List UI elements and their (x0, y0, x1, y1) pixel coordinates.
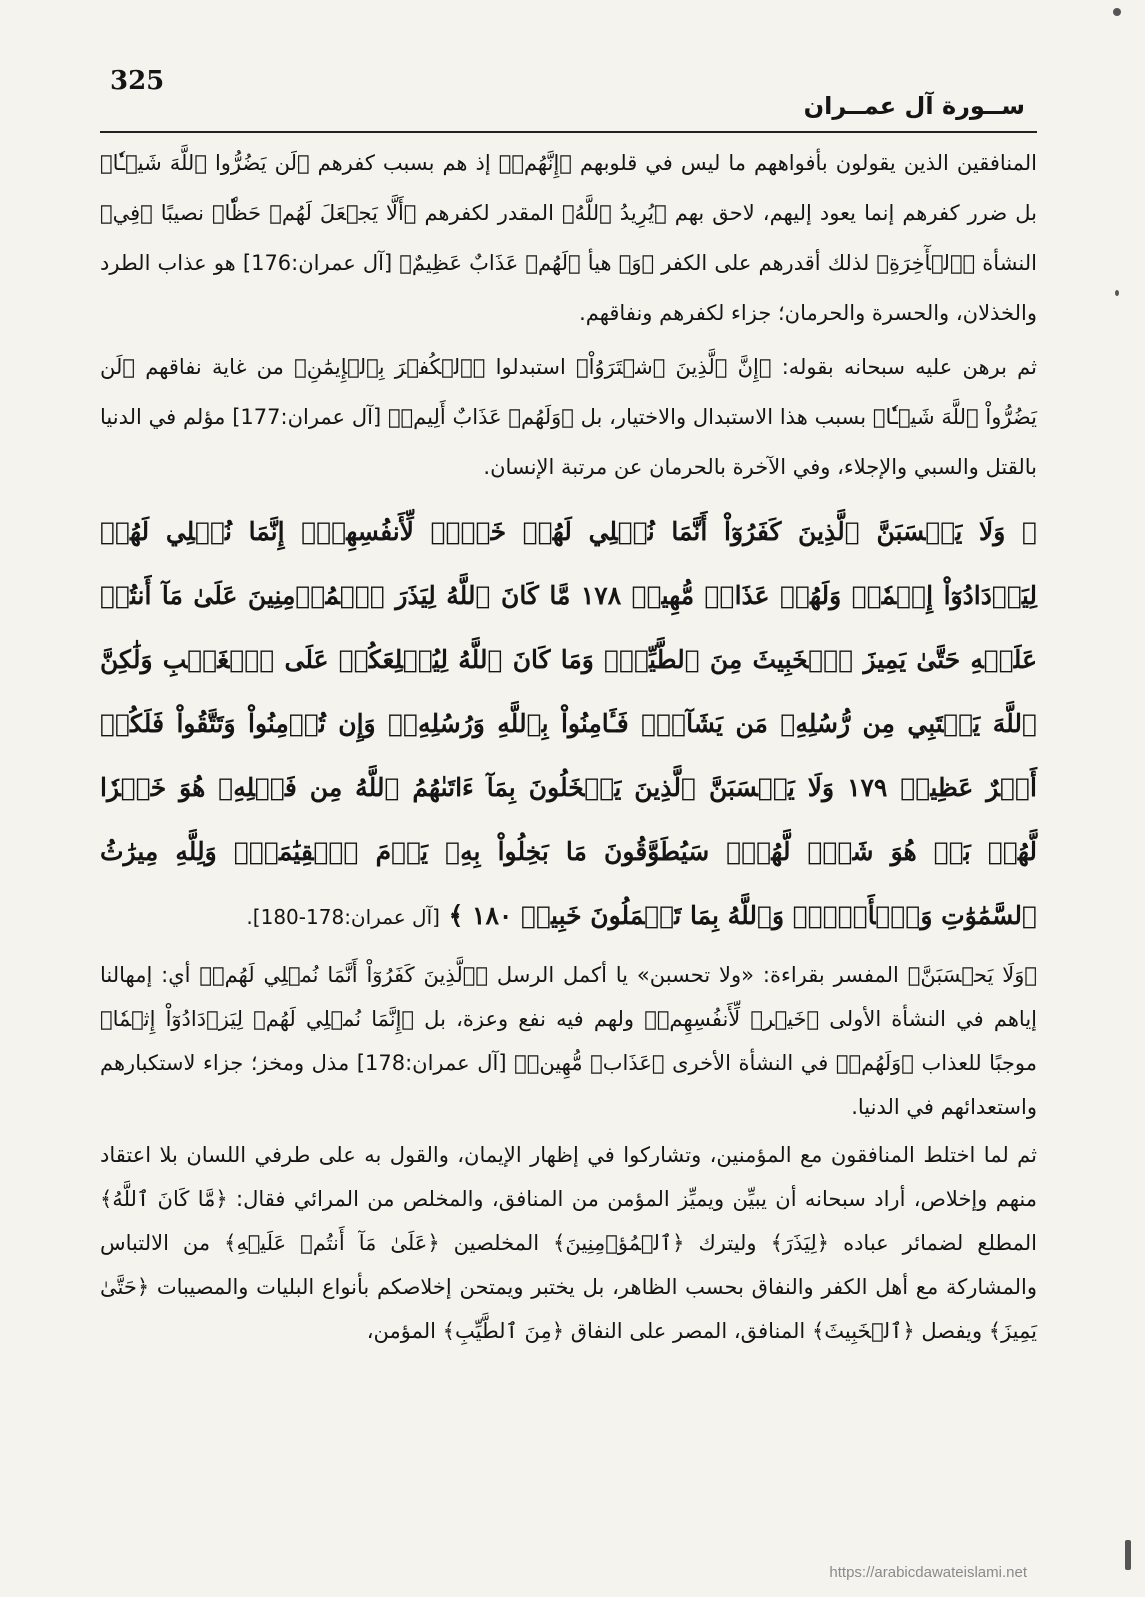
paragraph-2: ثم برهن عليه سبحانه بقوله: ﴿إِنَّ ٱلَّذِينَ ٱشۡتَرَوُاْ﴾ استبدلوا ﴿ٱلۡكُفۡرَ بِٱلۡإِيمَٰنِ﴾ من غاية نفاقهم ﴿لَن يَضُرُّواْ ٱللَّهَ شَيۡـٔٗا﴾ بسبب هذا الاستبدال والاختيار، بل ﴿وَلَهُمۡ عَذَابٌ أَلِيمٞ﴾ [آل عمران:177] مؤلم في الدنيا بالقتل والسبي والإجلاء، وفي الآخرة بالحرمان عن مرتبة الإنسان. (100, 355, 1037, 479)
header-divider (100, 131, 1037, 133)
verse-text: ﴿ وَلَا يَحۡسَبَنَّ ٱلَّذِينَ كَفَرُوٓاْ أَنَّمَا نُمۡلِي لَهُمۡ خَيۡرٞ لِّأَنفُسِهِمۡۚ إِنَّمَا نُمۡلِي لَهُمۡ لِيَزۡدَادُوٓاْ إِثۡمٗاۖ وَلَهُمۡ عَذَابٞ مُّهِينٞ ١٧٨ مَّا كَانَ ٱللَّهُ لِيَذَرَ ٱلۡمُؤۡمِنِينَ عَلَىٰ مَآ أَنتُمۡ عَلَيۡهِ حَتَّىٰ يَمِيزَ ٱلۡخَبِيثَ مِنَ ٱلطَّيِّبِۗ وَمَا كَانَ ٱللَّهُ لِيُطۡلِعَكُمۡ عَلَى ٱلۡغَيۡبِ وَلَٰكِنَّ ٱللَّهَ يَجۡتَبِي مِن رُّسُلِهِۦ مَن يَشَآءُۖ فَـَٔامِنُواْ بِٱللَّهِ وَرُسُلِهِۦۚ وَإِن تُؤۡمِنُواْ وَتَتَّقُواْ فَلَكُمۡ أَجۡرٌ عَظِيمٞ ١٧٩ وَلَا يَحۡسَبَنَّ ٱلَّذِينَ يَبۡخَلُونَ بِمَآ ءَاتَىٰهُمُ ٱللَّهُ مِن فَضۡلِهِۦ هُوَ خَيۡرٗا لَّهُمۖ بَلۡ هُوَ شَرّٞ لَّهُمۡۖ سَيُطَوَّقُونَ مَا بَخِلُواْ بِهِۦ يَوۡمَ ٱلۡقِيَٰمَةِۗ وَلِلَّهِ مِيرَٰثُ ٱلسَّمَٰوَٰتِ وَٱلۡأَرۡضِۗ وَٱللَّهُ بِمَا تَعۡمَلُونَ خَبِيرٞ ١٨٠ ﴾ (100, 517, 1038, 930)
quran-verse-block (100, 500, 1037, 949)
paragraph-1: المنافقين الذين يقولون بأفواههم ما ليس في قلوبهم ﴿إِنَّهُمۡ﴾ إذ هم بسبب كفرهم ﴿لَن يَضُرُّوا ٱللَّهَ شَيۡـٔٗا﴾ بل ضرر كفرهم إنما يعود إليهم، لاحق بهم ﴿يُرِيدُ ٱللَّهُ﴾ المقدر لكفرهم ﴿أَلَّا يَجۡعَلَ لَهُمۡ حَظّٗا﴾ نصيبًا ﴿فِي﴾ النشأة ﴿ٱلۡأٓخِرَةِ﴾ لذلك أقدرهم على الكفر ﴿وَ﴾ هيأ ﴿لَهُمۡ عَذَابٌ عَظِيمٌ﴾ [آل عمران:176] هو عذاب الطرد والخذلان، والحسرة والحرمان؛ جزاء لكفرهم ونفاقهم. (100, 151, 1037, 325)
commentary-paragraph-2: ثم لما اختلط المنافقون مع المؤمنين، وتشاركوا في إظهار الإيمان، والقول به على طرفي اللسان بلا اعتقاد منهم وإخلاص، أراد سبحانه أن يبيِّن ويميِّز المؤمن من المنافق، والمخلص من المرائي فقال: ﴿مَّا كَانَ ٱللَّهُ﴾ المطلع لضمائر عباده ﴿لِيَذَرَ﴾ وليترك ﴿ٱلۡمُؤۡمِنِينَ﴾ المخلصين ﴿عَلَىٰ مَآ أَنتُمۡ عَلَيۡهِ﴾ من الالتباس والمشاركة مع أهل الكفر والنفاق بحسب الظاهر، بل يختبر ويمتحن إخلاصكم بأنواع البليات والمصيبات ﴿حَتَّىٰ يَمِيزَ﴾ ويفصل ﴿ٱلۡخَبِيثَ﴾ المنافق، المصر على النفاق ﴿مِنَ ٱلطَّيِّبِ﴾ المؤمن، (100, 1143, 1037, 1343)
scan-speck (1125, 1540, 1131, 1570)
verse-reference: [آل عمران:178-180]. (246, 905, 440, 929)
surah-title: ســورة آل عمــران (803, 92, 1025, 120)
page-number: 325 (110, 66, 165, 96)
scan-speck (1113, 8, 1121, 16)
commentary-paragraph-1: ﴿وَلَا يَحۡسَبَنَّ﴾ المفسر بقراءة: «ولا تحسبن» يا أكمل الرسل ﴿ٱلَّذِينَ كَفَرُوٓاْ أَنَّمَا نُمۡلِي لَهُمۡ﴾ أي: إمهالنا إياهم في النشأة الأولى ﴿خَيۡرٞ لِّأَنفُسِهِمۡ﴾ ولهم فيه نفع وعزة، بل ﴿إِنَّمَا نُمۡلِي لَهُمۡ لِيَزۡدَادُوٓاْ إِثۡمٗا﴾ موجبًا للعذاب ﴿وَلَهُمۡ﴾ في النشأة الأخرى ﴿عَذَابٞ مُّهِينٞ﴾ [آل عمران:178] مذل ومخز؛ جزاء لاستكبارهم واستعدائهم في الدنيا. (100, 963, 1038, 1119)
site-watermark: https://arabicdawateislami.net (829, 1564, 1027, 1581)
scan-speck (1115, 290, 1119, 296)
page-body (100, 138, 1037, 1353)
